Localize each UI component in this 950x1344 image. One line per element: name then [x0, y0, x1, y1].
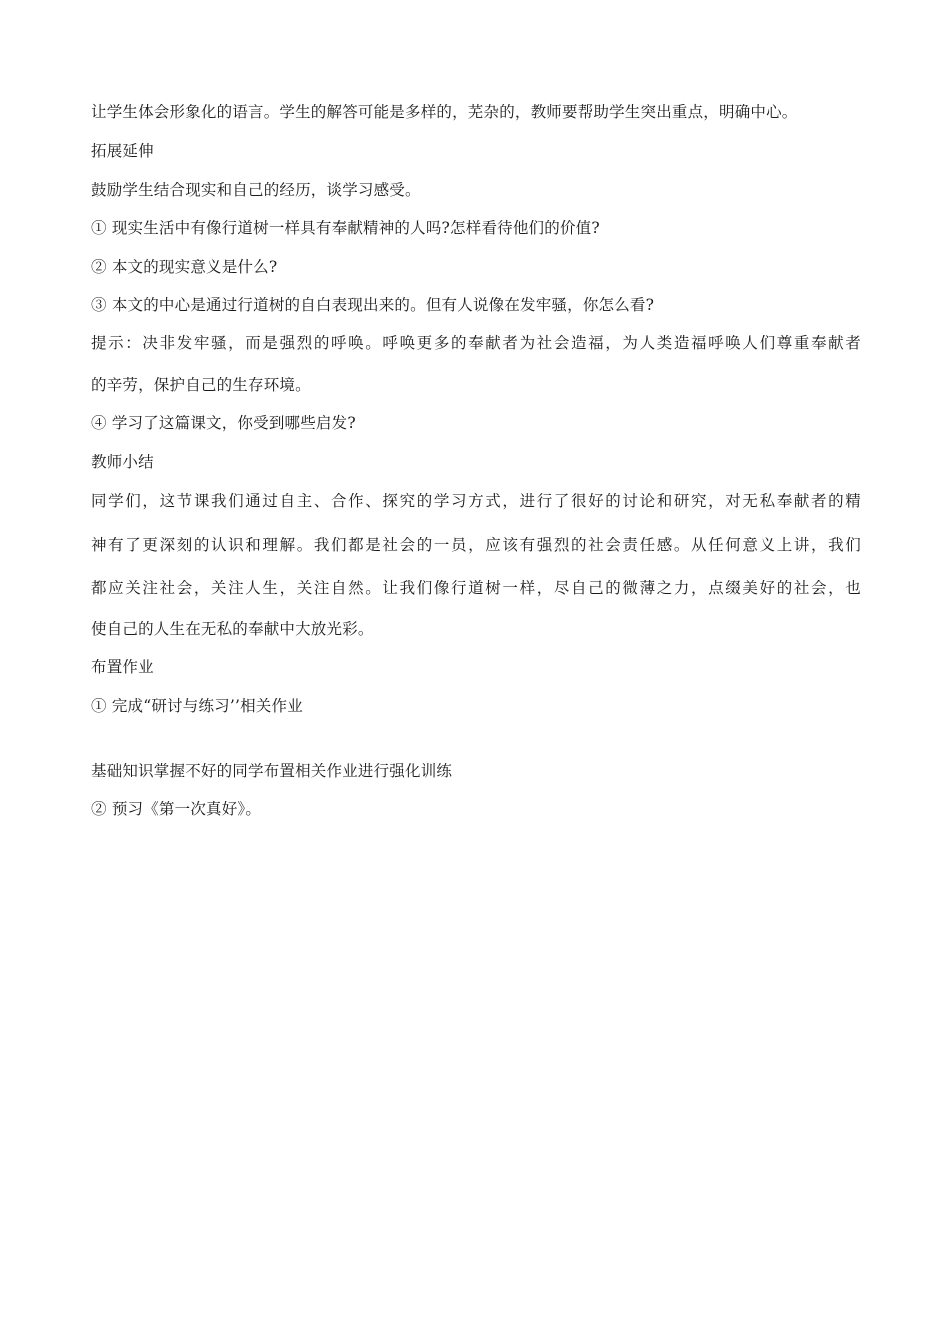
question-1: ① 现实生活中有像行道树一样具有奉献精神的人吗?怎样看待他们的价值? [91, 219, 600, 237]
homework-item-1: ① 完成“研讨与练习’’相关作业 [91, 697, 303, 715]
homework-item-2: ② 预习《第一次真好》。 [91, 800, 262, 818]
summary-line-3: 都应关注社会，关注人生，关注自然。让我们像行道树一样，尽自己的微薄之力，点缀美好的社会，也 [91, 579, 861, 597]
paragraph-line-encourage: 鼓励学生结合现实和自己的经历，谈学习感受。 [91, 181, 421, 199]
section-heading-homework: 布置作业 [91, 658, 154, 676]
summary-line-4: 使自己的人生在无私的奉献中大放光彩。 [91, 620, 374, 638]
question-4: ④ 学习了这篇课文，你受到哪些启发? [91, 414, 356, 432]
summary-line-2: 神有了更深刻的认识和理解。我们都是社会的一员，应该有强烈的社会责任感。从任何意义上讲，我们 [91, 536, 861, 554]
paragraph-line-intro: 让学生体会形象化的语言。学生的解答可能是多样的，芜杂的，教师要帮助学生突出重点，明确中心。 [91, 103, 798, 121]
hint-line-2: 的辛劳，保护自己的生存环境。 [91, 376, 311, 394]
question-3: ③ 本文的中心是通过行道树的自白表现出来的。但有人说像在发牢骚，你怎么看? [91, 296, 655, 314]
section-heading-summary: 教师小结 [91, 453, 154, 471]
hint-line-1: 提示：决非发牢骚，而是强烈的呼唤。呼唤更多的奉献者为社会造福，为人类造福呼唤人们尊重奉献者 [91, 334, 861, 352]
summary-line-1: 同学们，这节课我们通过自主、合作、探究的学习方式，进行了很好的讨论和研究，对无私奉献者的精 [91, 492, 861, 510]
homework-note: 基础知识掌握不好的同学布置相关作业进行强化训练 [91, 762, 453, 780]
question-2: ② 本文的现实意义是什么? [91, 258, 278, 276]
section-heading-extension: 拓展延伸 [91, 142, 154, 160]
